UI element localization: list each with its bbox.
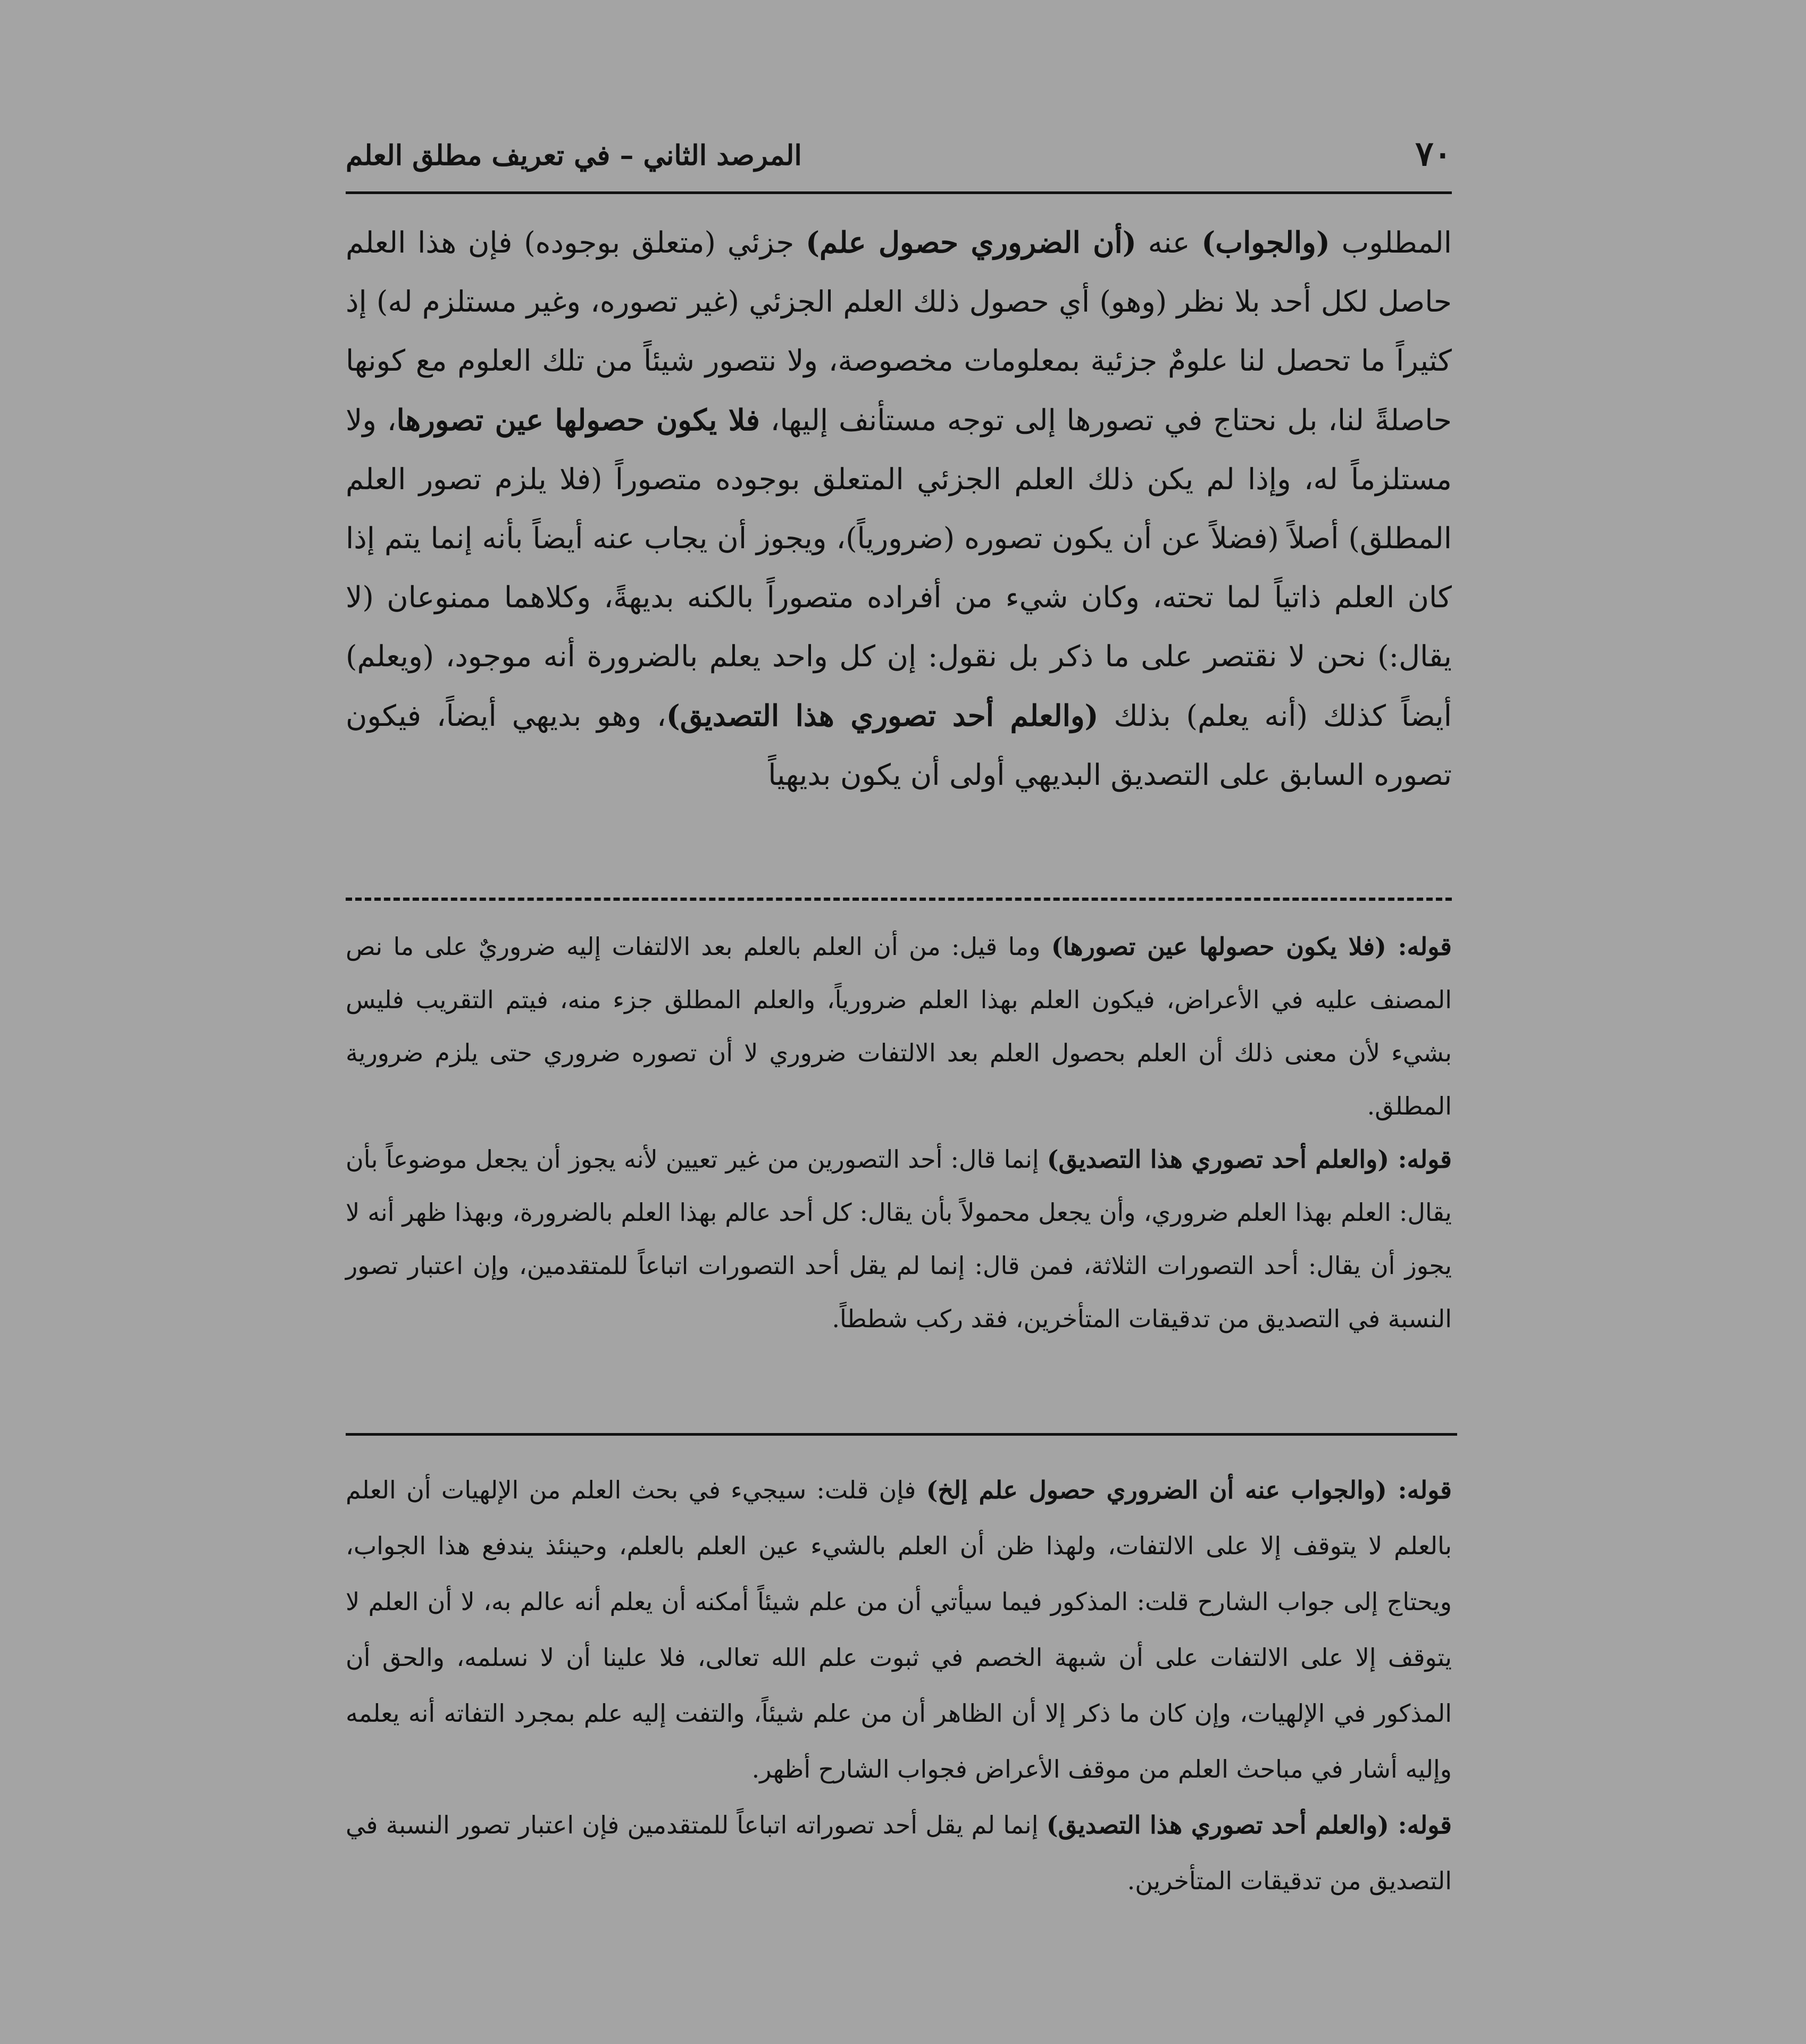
commentary-paragraph: [346, 920, 1452, 1133]
main-text-segment: المطلوب: [1330, 225, 1452, 259]
gloss-section: [346, 1462, 1452, 1941]
commentary-body: وما قيل: من أن العلم بالعلم بعد الالتفات إليه ضروريٌ على ما نص المصنف عليه في الأعراض، فيكون العلم بهذا العلم ضرورياً، والعلم المطلق جزء منه، فيتم التقريب فليس بشيء لأن معنى ذلك أن العلم بحصول العلم بعد الالتفات ضروري لا أن تصوره ضروري حتى يلزم ضرورية المطلق.: [346, 932, 1452, 1120]
main-text-segment-bold: (أن الضروري حصول علم): [805, 225, 1136, 259]
gloss-quote: (والجواب عنه أن الضروري حصول علم إلخ): [926, 1476, 1387, 1504]
main-text-segment: ، وهو بديهي أيضاً، فيكون تصوره السابق على التصديق البديهي أولى أن يكون بديهياً: [346, 699, 1452, 792]
gloss-lead: قوله:: [1386, 1476, 1452, 1504]
commentary-paragraph: [346, 1133, 1452, 1345]
gloss-quote: (والعلم أحد تصوري هذا التصديق): [1046, 1811, 1389, 1839]
commentary-body: إنما قال: أحد التصورين من غير تعيين لأنه يجوز أن يجعل موضوعاً بأن يقال: العلم بهذا العلم ضروري، وأن يجعل محمولاً بأن يقال: كل أحد عالم بهذا العلم بالضرورة، وبهذا ظهر أنه لا يجوز أن يقال: أحد التصورات الثلاثة، فمن قال: إنما لم يقل أحد التصورات اتباعاً للمتقدمين، وإن اعتبار تصور النسبة في التصديق من تدقيقات المتأخرين، فقد ركب شططاً.: [346, 1145, 1452, 1333]
main-text-segment: جزئي (متعلق بوجوده) فإن هذا العلم حاصل لكل أحد بلا نظر (وهو) أي حصول ذلك العلم الجزئي (غير تصوره، وغير مستلزم له) إذ كثيراً ما تحصل لنا علومٌ جزئية بمعلومات مخصوصة، ولا نتصور شيئاً من تلك العلوم مع كونها حاصلةً لنا، بل نحتاج في تصورها إلى توجه مستأنف إليها،: [346, 225, 1452, 437]
book-page: [346, 122, 1452, 1951]
commentary-lead: قوله:: [1389, 1145, 1452, 1174]
gloss-body: إنما لم يقل أحد تصوراته اتباعاً للمتقدمين فإن اعتبار تصور النسبة في التصديق من تدقيقات المتأخرين.: [346, 1811, 1452, 1895]
commentary-lead: قوله:: [1386, 932, 1452, 961]
main-text-segment-bold: (والجواب): [1201, 225, 1330, 259]
main-text-segment: عنه: [1136, 225, 1202, 259]
main-text-segment: ، ولا مستلزماً له، وإذا لم يكن ذلك العلم الجزئي المتعلق بوجوده متصوراً (فلا يلزم تصور العلم المطلق) أصلاً (فضلاً عن أن يكون تصوره (ضرورياً)، ويجوز أن يجاب عنه أيضاً بأنه إنما يتم إذا كان العلم ذاتياً لما تحته، وكان شيء من أفراده متصوراً بالكنه بديهةً، وكلاهما ممنوعان (لا يقال:) نحن لا نقتصر على ما ذكر بل نقول: إن كل واحد يعلم بالضرورة أنه موجود، (ويعلم) أيضاً كذلك (أنه يعلم) بذلك: [346, 403, 1452, 733]
main-text-segment-bold: فلا يكون حصولها عين تصورها: [396, 403, 760, 437]
solid-divider: [346, 1433, 1457, 1436]
page-number: ٧٠: [1415, 134, 1452, 174]
gloss-paragraph: [346, 1797, 1452, 1909]
gloss-body: فإن قلت: سيجيء في بحث العلم من الإلهيات أن العلم بالعلم لا يتوقف إلا على الالتفات، ولهذا ظن أن العلم بالشيء عين العلم بالعلم، وحينئذ يندفع هذا الجواب، ويحتاج إلى جواب الشارح قلت: المذكور فيما سيأتي أن من علم شيئاً أمكنه أن يعلم أنه عالم به، لا أن العلم لا يتوقف إلا على الالتفات على أن شبهة الخصم في ثبوت علم الله تعالى، فلا علينا أن لا نسلمه، والحق أن المذكور في الإلهيات، وإن كان ما ذكر إلا أن الظاهر أن من علم شيئاً، والتفت إليه علم بمجرد التفاته أنه يعلمه وإليه أشار في مباحث العلم من موقف الأعراض فجواب الشارح أظهر.: [346, 1476, 1452, 1783]
gloss-paragraph: [346, 1462, 1452, 1797]
page-header: [346, 122, 1452, 194]
running-title: المرصد الثاني – في تعريف مطلق العلم: [346, 139, 802, 172]
commentary-quote: (والعلم أحد تصوري هذا التصديق): [1047, 1145, 1390, 1174]
main-text: [346, 213, 1452, 1010]
commentary-section: [346, 920, 1452, 1505]
gloss-lead: قوله:: [1389, 1811, 1452, 1839]
main-text-segment-bold: (والعلم أحد تصوري هذا التصديق): [666, 698, 1099, 733]
dashed-divider: [346, 898, 1452, 901]
commentary-quote: (فلا يكون حصولها عين تصورها): [1051, 932, 1386, 961]
